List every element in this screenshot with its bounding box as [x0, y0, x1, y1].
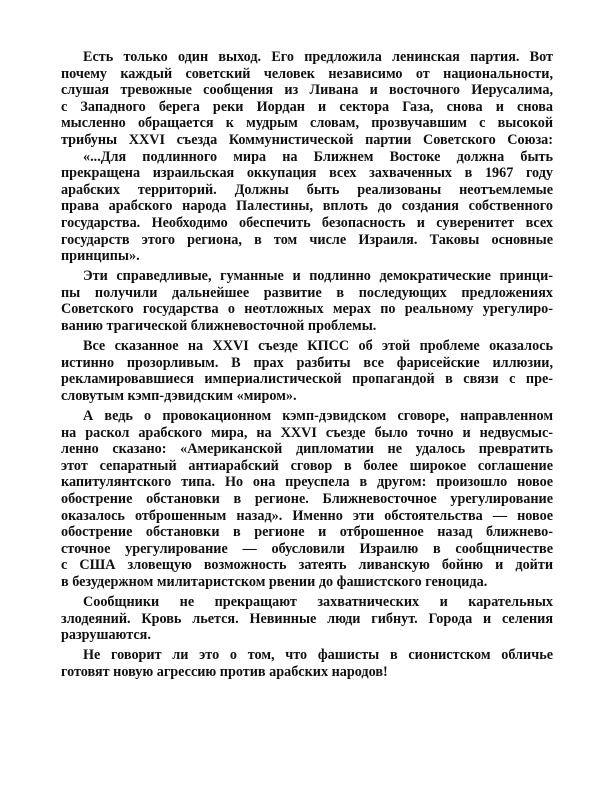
text-line: злодеяний. Кровь льется. Невинные люди гибнут. Города и селения [61, 610, 553, 627]
text-line: Есть только один выход. Его предложила ленинская партия. Вот [83, 49, 553, 65]
paragraph-6 [61, 647, 553, 680]
text-line: принципы». [61, 248, 140, 265]
text-line: права арабского народа Палестины, вплоть до создания собственного [61, 198, 553, 215]
text-line: государств этого региона, в том числе Израиля. Таковы основные [61, 231, 553, 248]
text-line: Не говорит ли это о том, что фашисты в сионистском обличье [83, 647, 553, 664]
text-line: готовят новую агрессию против арабских народов! [61, 663, 388, 680]
text-line: с США зловещую возможность затеять ливанскую бойню и дойти [61, 557, 553, 574]
paragraph-1 [61, 49, 553, 265]
text-line: Советского государства о неотложных мерах по реальному урегулиро- [61, 301, 553, 318]
text-line: разрушаются. [61, 627, 151, 644]
text-line: пы получили дальнейшее развитие в последующих предложениях [61, 284, 553, 301]
text-line: обострение обстановки в регионе и отброшенное назад ближнево- [61, 524, 553, 541]
document-page [61, 49, 553, 680]
text-line: истинно прозорливым. В прах разбиты все фарисейские иллюзии, [61, 354, 553, 371]
text-line: государства. Необходимо обеспечить безопасность и суверенитет всех [61, 214, 553, 231]
text-line: ванию трагической ближневосточной проблемы. [61, 318, 377, 334]
text-line: «...Для подлинного мира на Ближнем Востоке должна быть [83, 148, 553, 165]
paragraph-2 [61, 268, 553, 334]
text-line: почему каждый советский человек независимо от национальности, [61, 65, 553, 82]
text-line: на раскол арабского мира, на XXVI съезде было точно и недвусмыс- [61, 424, 553, 441]
text-line: рекламировавшиеся империалистической пропагандой в связи с пре- [61, 371, 553, 388]
text-line: в безудержном милитаристском рвении до фашистского геноцида. [61, 573, 488, 590]
text-line: Сообщники не прекращают захватнических и карательных [83, 594, 553, 610]
text-line: капитулянтского типа. Но она преуспела в другом: произошло новое [61, 474, 553, 491]
text-line: словутым кэмп-дэвидским «миром». [61, 387, 297, 404]
text-line: оказалось отброшенным назад». Именно эти обстоятельства — новое [61, 507, 553, 524]
text-line: трибуны XXVI съезда Коммунистической партии Советского Союза: [61, 131, 553, 148]
text-line: сточное урегулирование — обусловили Израилю в сообщничестве [61, 540, 553, 557]
text-line: мысленно обращается к мудрым словам, прозвучавшим с высокой [61, 115, 553, 132]
text-line: обострение обстановки в регионе. Ближневосточное урегулирование [61, 490, 553, 507]
text-line: Все сказанное на XXVI съезде КПСС об этой проблеме оказалось [83, 338, 553, 355]
text-line: этот сепаратный антиарабский сговор в более широкое соглашение [61, 457, 553, 474]
text-line: А ведь о провокационном кэмп-дэвидском сговоре, направленном [83, 407, 553, 424]
text-line: Эти справедливые, гуманные и подлинно демократические принци- [83, 268, 553, 285]
paragraph-4 [61, 408, 553, 591]
text-line: прекращена израильская оккупация всех захваченных в 1967 году [61, 165, 553, 182]
text-line: с Западного берега реки Иордан и сектора Газа, снова и снова [61, 98, 553, 115]
text-line: слушая тревожные сообщения из Ливана и восточного Иерусалима, [61, 82, 553, 99]
paragraph-3 [61, 338, 553, 404]
paragraph-5 [61, 594, 553, 644]
text-line: арабских территорий. Должны быть реализованы неотъемлемые [61, 181, 553, 198]
text-line: ленно сказано: «Американской дипломатии не удалось превратить [61, 441, 553, 458]
